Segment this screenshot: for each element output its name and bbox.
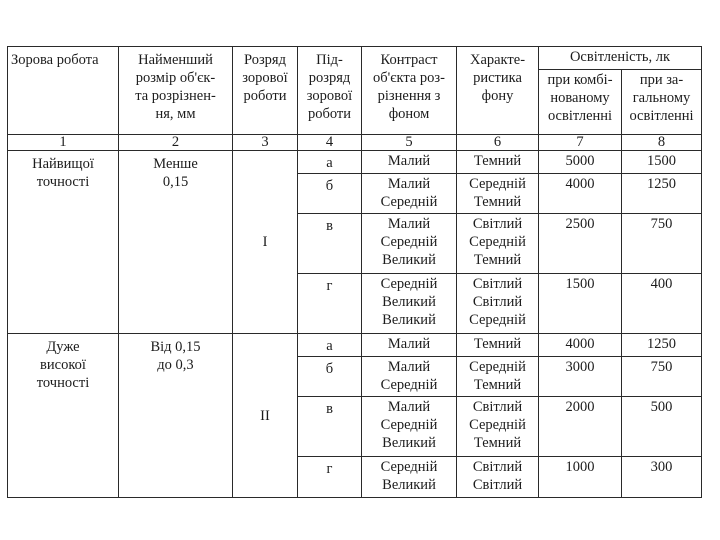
combined-lux-cell: 1000 [539, 457, 622, 498]
background-cell: Середній Темний [457, 174, 539, 214]
background-cell: Світлий Середній Темний [457, 214, 539, 274]
column-number: 7 [539, 135, 622, 151]
work-type-cell: Найвищої точності [8, 151, 119, 334]
column-number-row [8, 135, 702, 151]
general-lux-cell: 1250 [622, 334, 702, 357]
contrast-cell: Середній Великий Великий [362, 274, 457, 334]
contrast-cell: Малий [362, 151, 457, 174]
subrank-cell: г [298, 274, 362, 334]
table-row [8, 151, 702, 174]
min-size-cell: Менше 0,15 [119, 151, 233, 334]
background-cell: Світлий Світлий Середній [457, 274, 539, 334]
subrank-cell: б [298, 357, 362, 397]
header-background: Характе- ристика фону [457, 47, 539, 135]
rank-cell: I [233, 151, 298, 334]
subrank-cell: в [298, 214, 362, 274]
background-cell: Середній Темний [457, 357, 539, 397]
column-number: 1 [8, 135, 119, 151]
background-cell: Світлий Світлий [457, 457, 539, 498]
combined-lux-cell: 1500 [539, 274, 622, 334]
contrast-cell: Малий Середній [362, 357, 457, 397]
combined-lux-cell: 5000 [539, 151, 622, 174]
column-number: 8 [622, 135, 702, 151]
contrast-cell: Середній Великий [362, 457, 457, 498]
table-row [8, 334, 702, 357]
illumination-norms-table-sheet [7, 46, 701, 498]
general-lux-cell: 1250 [622, 174, 702, 214]
combined-lux-cell: 2500 [539, 214, 622, 274]
header-rank: Розряд зорової роботи [233, 47, 298, 135]
background-cell: Світлий Середній Темний [457, 397, 539, 457]
general-lux-cell: 300 [622, 457, 702, 498]
illumination-norms-table [7, 46, 702, 498]
contrast-cell: Малий Середній Великий [362, 397, 457, 457]
combined-lux-cell: 2000 [539, 397, 622, 457]
header-min-size: Найменший розмір об'єк- та розрізнен- ня, мм [119, 47, 233, 135]
column-number: 2 [119, 135, 233, 151]
header-subrank: Під- розряд зорової роботи [298, 47, 362, 135]
background-cell: Темний [457, 151, 539, 174]
min-size-cell: Від 0,15 до 0,3 [119, 334, 233, 498]
column-number: 4 [298, 135, 362, 151]
subrank-cell: в [298, 397, 362, 457]
header-combined-lighting: при комбі- нованому освітленні [539, 70, 622, 135]
work-type-cell: Дуже високої точності [8, 334, 119, 498]
contrast-cell: Малий Середній [362, 174, 457, 214]
general-lux-cell: 1500 [622, 151, 702, 174]
header-illuminance: Освітленість, лк [539, 47, 702, 70]
combined-lux-cell: 4000 [539, 334, 622, 357]
combined-lux-cell: 4000 [539, 174, 622, 214]
column-number: 5 [362, 135, 457, 151]
subrank-cell: а [298, 334, 362, 357]
contrast-cell: Малий Середній Великий [362, 214, 457, 274]
header-general-lighting: при за- гальному освітленні [622, 70, 702, 135]
rank-cell: II [233, 334, 298, 498]
subrank-cell: а [298, 151, 362, 174]
general-lux-cell: 400 [622, 274, 702, 334]
column-number: 6 [457, 135, 539, 151]
subrank-cell: б [298, 174, 362, 214]
column-number: 3 [233, 135, 298, 151]
header-contrast: Контраст об'єкта роз- різнення з фоном [362, 47, 457, 135]
general-lux-cell: 750 [622, 357, 702, 397]
contrast-cell: Малий [362, 334, 457, 357]
background-cell: Темний [457, 334, 539, 357]
subrank-cell: г [298, 457, 362, 498]
general-lux-cell: 500 [622, 397, 702, 457]
header-work: Зорова робота [8, 47, 119, 135]
combined-lux-cell: 3000 [539, 357, 622, 397]
general-lux-cell: 750 [622, 214, 702, 274]
